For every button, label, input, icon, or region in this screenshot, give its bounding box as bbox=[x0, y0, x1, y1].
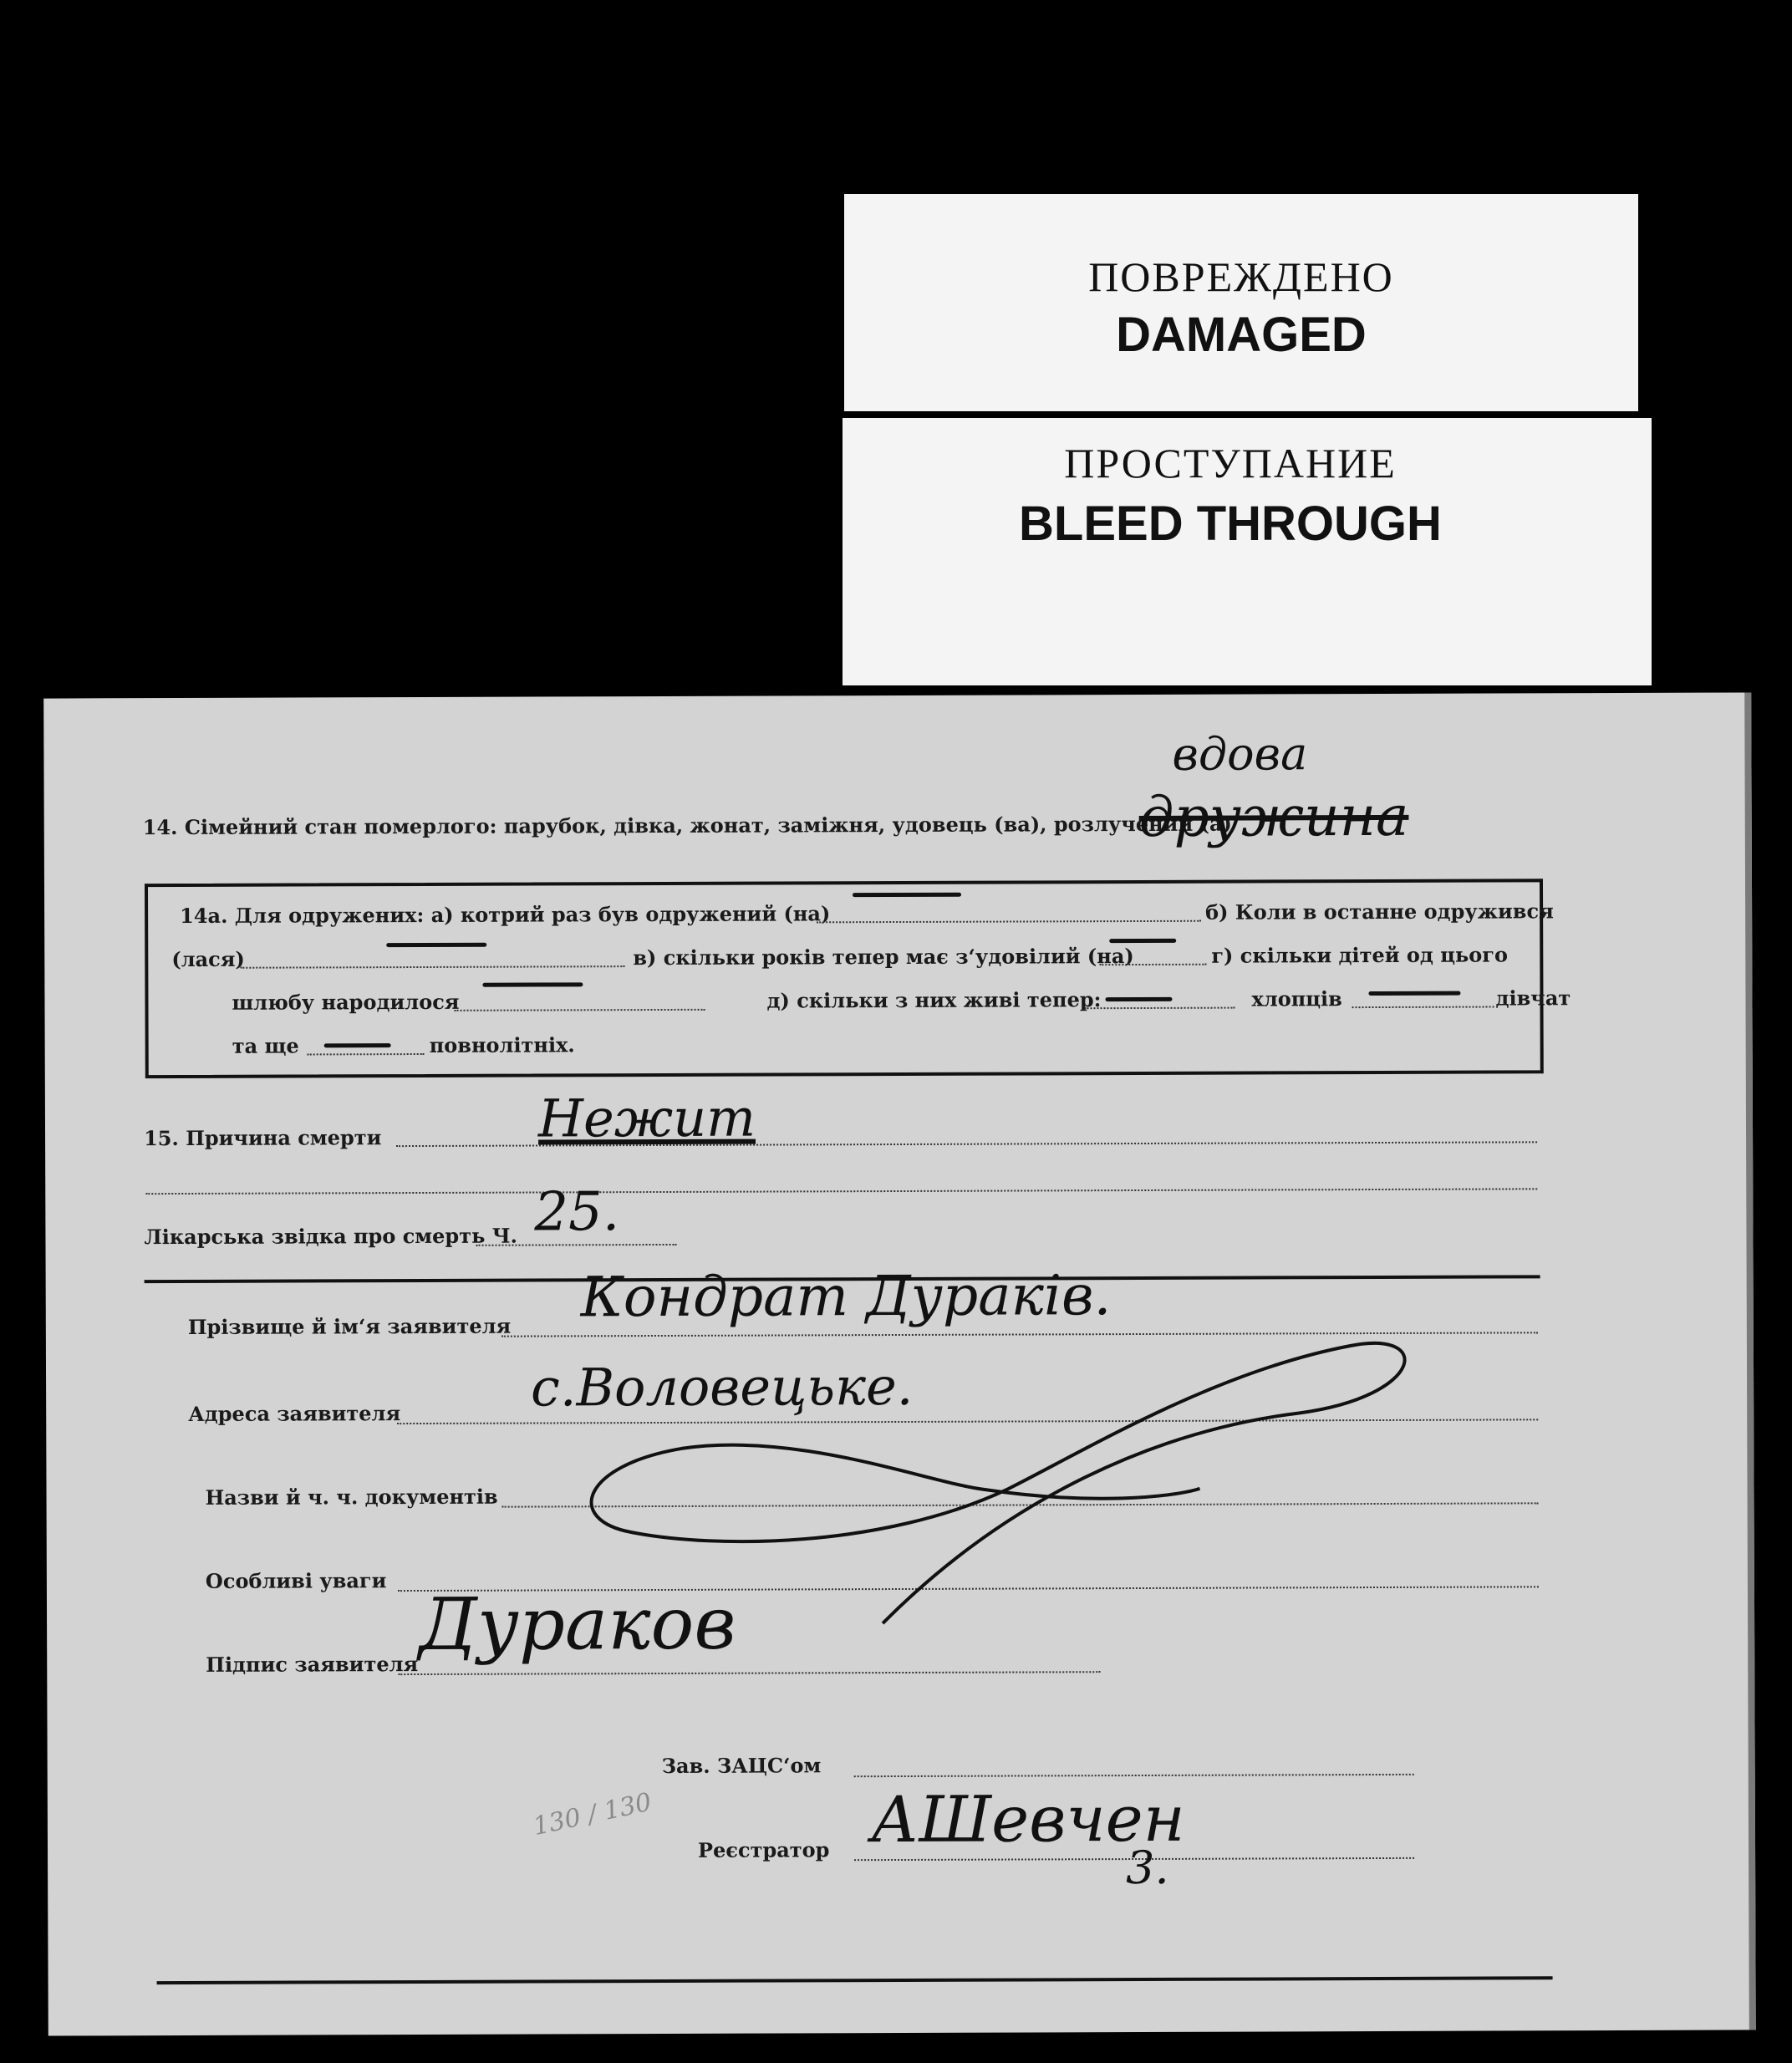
q14a-line1-a: 14а. Для одружених: а) котрий раз був одружений (на) bbox=[180, 901, 831, 929]
q14a-line4-a: та ще bbox=[232, 1033, 299, 1058]
bleed-notice-en: BLEED THROUGH bbox=[1019, 497, 1442, 551]
q15-handwriting: Нежит bbox=[537, 1087, 756, 1149]
damaged-notice-ru: ПОВРЕЖДЕНО bbox=[1088, 253, 1394, 300]
q14a-line2-b: в) скільки років тепер має з‘удовілий (на) bbox=[633, 944, 1134, 970]
q14a-line3-a: шлюбу народилося bbox=[232, 989, 460, 1015]
medical-report-label: Лікарська звідка про смерть Ч. bbox=[144, 1223, 518, 1250]
q14-handwriting-top: вдова bbox=[1172, 727, 1308, 781]
applicant-address-handwriting: с.Воловецьке. bbox=[530, 1355, 914, 1419]
q15-label: 15. Причина смерти bbox=[144, 1125, 382, 1151]
registrar-label: Реєстратор bbox=[697, 1837, 830, 1862]
registrar-signature-mark: 3. bbox=[1125, 1841, 1169, 1895]
applicant-signature-handwriting: Дураков bbox=[418, 1582, 736, 1668]
documents-label: Назви й ч. ч. документів bbox=[205, 1484, 498, 1510]
q14a-line4-b: повнолітніх. bbox=[429, 1032, 575, 1057]
pencil-note: 130 / 130 bbox=[530, 1787, 654, 1842]
registrar-signature-handwriting: АШевчен bbox=[870, 1780, 1185, 1857]
q14a-line3-b: д) скільки з них живі тепер: bbox=[766, 987, 1102, 1013]
damaged-notice-card bbox=[844, 194, 1638, 411]
zags-head-label: Зав. ЗАЦС‘ом bbox=[661, 1753, 822, 1778]
q14a-line2-a: (лася) bbox=[171, 946, 245, 972]
applicant-name-label: Прізвище й ім‘я заявителя bbox=[187, 1313, 512, 1339]
bleed-notice-ru: ПРОСТУПАНИЕ bbox=[1064, 440, 1397, 486]
damaged-notice-en: DAMAGED bbox=[1116, 308, 1367, 362]
q14-handwriting: дружина bbox=[1138, 783, 1409, 849]
applicant-address-label: Адреса заявителя bbox=[188, 1401, 401, 1426]
q14a-line2-c: г) скільки дітей од цього bbox=[1211, 942, 1509, 968]
medical-report-handwriting: 25. bbox=[534, 1181, 620, 1244]
bleed-through-notice-card bbox=[843, 418, 1652, 685]
q14-label: 14. Сімейний стан померлого: парубок, дівка, жонат, заміжня, удовець (ва), розлучений (а) bbox=[142, 811, 1232, 840]
applicant-name-handwriting: Кондрат Дураків. bbox=[580, 1263, 1112, 1330]
death-record-form bbox=[43, 692, 1756, 2035]
q14a-line3-d: дівчат bbox=[1495, 986, 1571, 1011]
applicant-signature-label: Підпис заявителя bbox=[206, 1652, 419, 1677]
q14a-line3-c: хлопців bbox=[1251, 986, 1342, 1011]
special-notes-label: Особливі уваги bbox=[205, 1568, 387, 1593]
q14a-line1-b: б) Коли в останне одружився bbox=[1205, 899, 1554, 925]
